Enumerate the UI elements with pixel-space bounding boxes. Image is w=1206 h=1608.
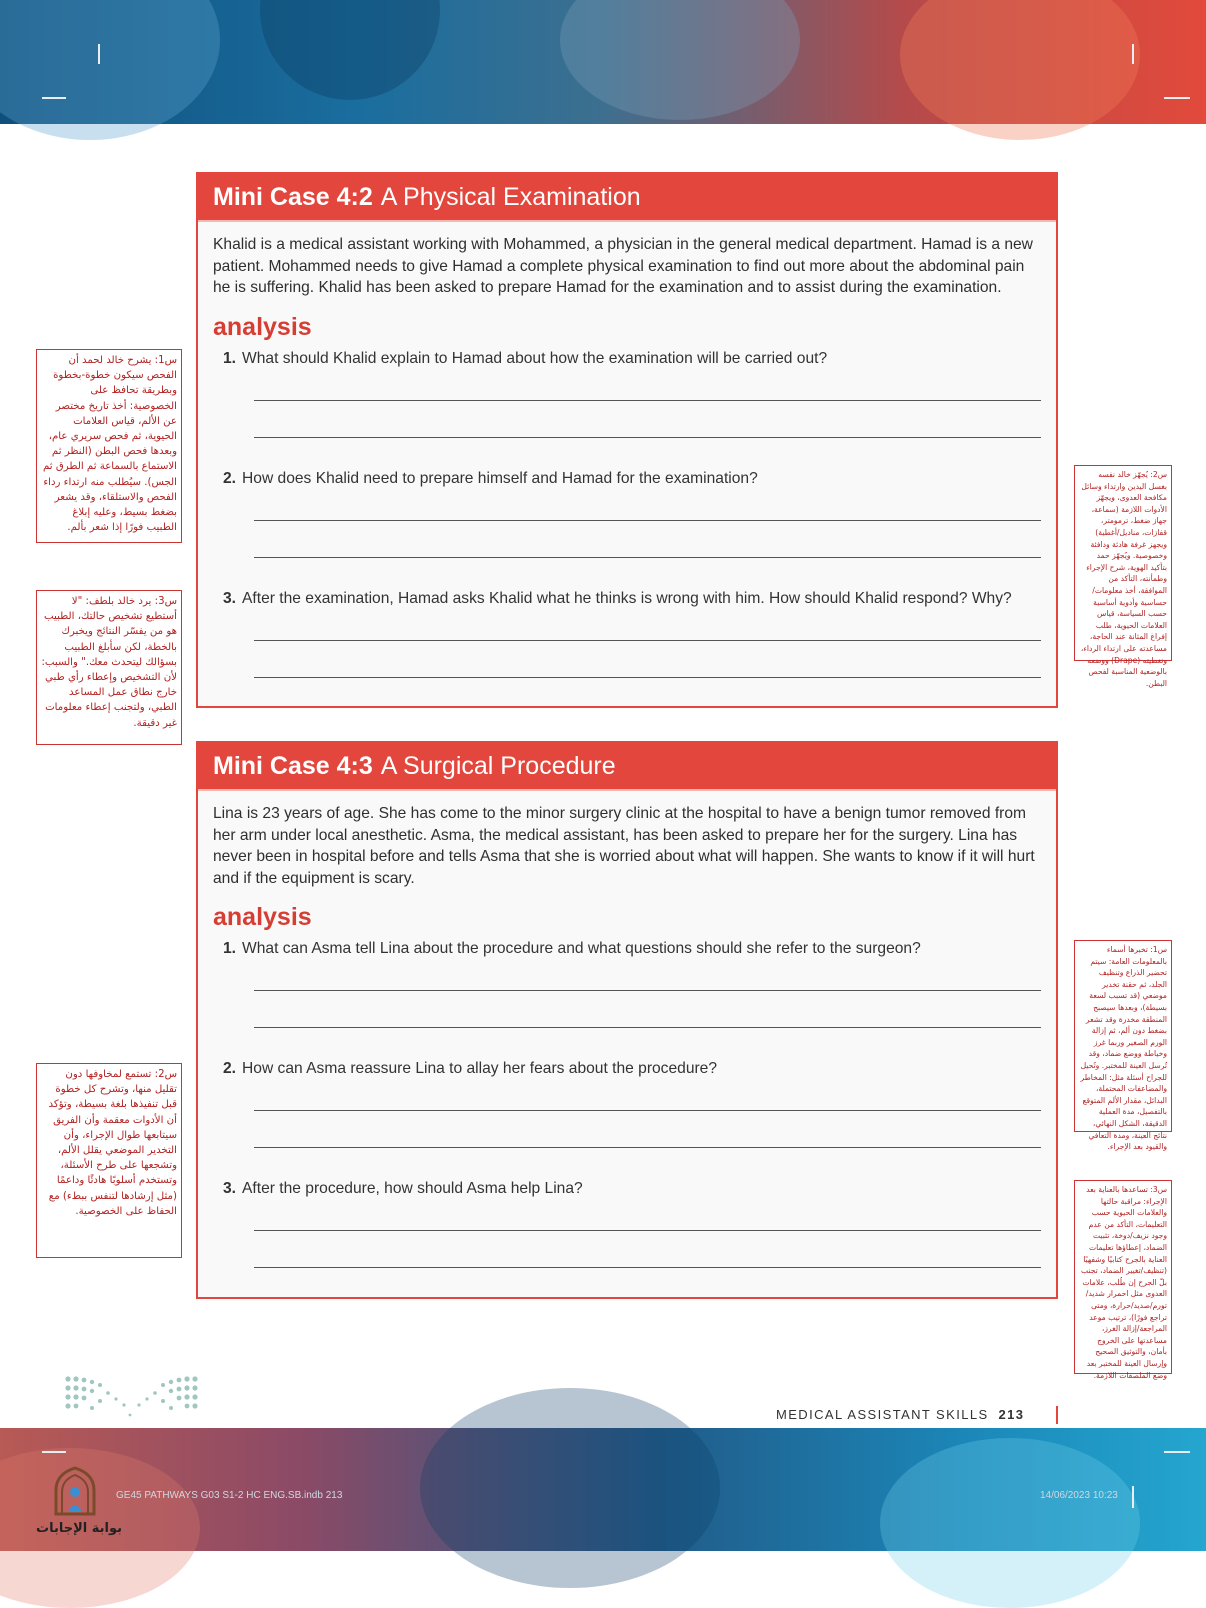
crop-mark: [1132, 44, 1134, 64]
question-1: [213, 940, 1041, 1028]
question-text: After the examination, Hamad asks Khalid what he thinks is wrong with him. How should Khalid respond? Why?: [242, 589, 1012, 607]
mini-case-surgical-procedure: [196, 741, 1058, 1299]
analysis-heading: analysis: [213, 312, 312, 341]
crop-mark: [1164, 97, 1190, 99]
question-text: How can Asma reassure Lina to allay her fears about the procedure?: [242, 1060, 718, 1078]
answers-portal-logo-text: بوابة الإجابات: [36, 1521, 122, 1536]
question-number: 3.: [223, 589, 237, 607]
answer-note-case2-q1: س1: يشرح خالد لحمد أن الفحص سيكون خطوة-بخطوة وبطريقة تحافظ على الخصوصية: أخذ تاريخ مختصر عن الألم، قياس العلامات الحيوية، ثم فحص سريري عام، وبعدها فحص البطن (النظر ثم الاستماع بالسماعة ثم الطرق ثم الجس). سيُطلب منه ارتداء رداء الفحص والاستلقاء، وقد يشعر بضغط بسيط، وعليه إبلاغ الطبيب فورًا إذا شعر بألم.: [36, 349, 182, 543]
answer-line[interactable]: [254, 1230, 1041, 1231]
case-title: A Surgical Procedure: [380, 751, 616, 780]
print-file-info: GE45 PATHWAYS G03 S1-2 HC ENG.SB.indb 213: [116, 1490, 343, 1501]
answer-line[interactable]: [254, 640, 1041, 641]
question-text: What should Khalid explain to Hamad about how the examination will be carried out?: [242, 349, 828, 367]
answer-line[interactable]: [254, 557, 1041, 558]
page-footer: [776, 1407, 1024, 1422]
case-header: [198, 174, 1056, 222]
answer-line[interactable]: [254, 1027, 1041, 1028]
case-intro: Khalid is a medical assistant working with Mohammed, a physician in the general medical department. Hamad is a new patient. Mohammed needs to give Hamad a complete physical examination to find out more about the abdominal pain he is suffering. Khalid has been asked to prepare Hamad for the examination and to assist during the examination.: [213, 236, 1033, 297]
print-date: 14/06/2023 10:23: [1040, 1490, 1118, 1501]
top-decorative-banner: [0, 0, 1206, 124]
case-title: A Physical Examination: [380, 182, 641, 211]
crop-mark: [42, 1451, 66, 1453]
answer-note-case2-q2: س2: يُجهّز خالد نفسه بغسل اليدين وارتداء وسائل مكافحة العدوى، ويجهّز الأدوات اللازمة (سماعة، جهاز ضغط، ترمومتر، قفازات، مناديل/أغطية) ويجهز غرفة هادئة ودافئة وخصوصية. ويُجهّز حمد بتأكيد الهوية، شرح الإجراء وطمأنته، التأكد من الموافقة، أخذ معلومات/حساسية وأدوية أساسية حسب السياسة، قياس العلامات الحيوية، طلب إفراغ المثانة عند الحاجة، مساعدته على ارتداء الرداء، وتغطيته (Drape) ووضعه بالوضعية المناسبة لفحص البطن.: [1074, 465, 1172, 661]
mini-case-physical-examination: [196, 172, 1058, 708]
question-2: [213, 1060, 1041, 1148]
question-text: How does Khalid need to prepare himself and Hamad for the examination?: [242, 469, 758, 487]
answer-note-case2-q3: س3: يرد خالد بلطف: "لا أستطيع تشخيص حالتك، الطبيب هو من يفسّر النتائج ويخبرك بالخطة، لكن سأبلغ الطبيب بسؤالك ليتحدث معك." والسبب: لأن التشخيص وإعطاء رأي طبي خارج نطاق عمل المساعد الطبي، ولتجنب إعطاء معلومات غير دقيقة.: [36, 590, 182, 745]
case-number: Mini Case 4:3: [213, 751, 373, 780]
answer-note-case3-q2: س2: تستمع لمخاوفها دون تقليل منها، وتشرح كل خطوة قبل تنفيذها بلغة بسيطة، وتؤكد أن الأدوات معقمة وأن الفريق سيتابعها طوال الإجراء، وأن التخدير الموضعي يقلل الألم، وتشجعها على طرح الأسئلة، وتستخدم أسلوبًا هادئًا وداعمًا (مثل إرشادها لتنفس ببطء) مع الحفاظ على الخصوصية.: [36, 1063, 182, 1258]
answer-line[interactable]: [254, 437, 1041, 438]
answer-line[interactable]: [254, 677, 1041, 678]
question-text: What can Asma tell Lina about the procedure and what questions should she refer to the surgeon?: [242, 940, 921, 958]
analysis-heading: analysis: [213, 903, 312, 932]
answer-line[interactable]: [254, 990, 1041, 991]
question-number: 1.: [223, 349, 237, 367]
crop-mark: [98, 44, 100, 64]
question-number: 2.: [223, 1060, 237, 1078]
question-text: After the procedure, how should Asma help Lina?: [242, 1180, 583, 1198]
ministry-dots-logo: [64, 1375, 199, 1419]
book-title: MEDICAL ASSISTANT SKILLS: [776, 1407, 989, 1422]
answer-note-case3-q3: س3: تساعدها بالعناية بعد الإجراء: مراقبة حالتها والعلامات الحيوية حسب التعليمات، التأكد من عدم وجود نزيف/دوخة، تثبيت الضماد، إعطاؤها تعليمات العناية بالجرح كتابيًا وشفهيًا (تنظيف/تغيير الضماد، تجنب بلّ الجرح إن طُلب، علامات العدوى مثل احمرار شديد/تورم/صديد/حرارة، ومتى تراجع فورًا)، ترتيب موعد المراجعة/إزالة الغرز، مساعدتها على الخروج بأمان، والتوثيق الصحيح وإرسال العينة للمختبر بعد وضع الملصقات اللازمة.: [1074, 1180, 1172, 1374]
question-1: [213, 350, 1041, 438]
page-number: 213: [998, 1407, 1025, 1422]
crop-mark: [42, 97, 66, 99]
answer-line[interactable]: [254, 1110, 1041, 1111]
case-header: [198, 743, 1056, 791]
case-number: Mini Case 4:2: [213, 182, 373, 211]
question-number: 1.: [223, 940, 237, 958]
question-3: [213, 1180, 1041, 1268]
crop-mark: [1164, 1451, 1190, 1453]
crop-mark: [1132, 1486, 1134, 1508]
answer-line[interactable]: [254, 400, 1041, 401]
answer-line[interactable]: [254, 1147, 1041, 1148]
footer-accent-bar: [1056, 1406, 1058, 1424]
answer-line[interactable]: [254, 1267, 1041, 1268]
question-number: 3.: [223, 1180, 237, 1198]
answer-note-case3-q1: س1: تخبرها أسماء بالمعلومات العامة: سيتم تحضير الذراع وتنظيف الجلد، ثم حقنة تخدير موضعي (قد تسبب لسعة بسيطة)، وبعدها سيصبح المنطقة مخدرة وقد تشعر بضغط دون ألم، ثم إزالة الورم الصغير وربما غرز وخياطة ووضع ضماد، وقد تُرسل العينة للمختبر. وتُحيل للجراح أسئلة مثل: المخاطر والمضاعفات المحتملة، البدائل، مقدار الألم المتوقع بالتفصيل، مدة العملية الدقيقة، الشكل النهائي، نتائج العينة، ومدة التعافي والقيود بعد الإجراء.: [1074, 940, 1172, 1132]
question-number: 2.: [223, 469, 237, 487]
case-intro: Lina is 23 years of age. She has come to the minor surgery clinic at the hospital to have a benign tumor removed from her arm under local anesthetic. Asma, the medical assistant, has been asked to prepare her for the surgery. Lina has never been in hospital before and tells Asma that she is worried about what will happen. She wants to know if it will hurt and if the equipment is scary.: [213, 805, 1035, 887]
answer-line[interactable]: [254, 520, 1041, 521]
question-2: [213, 470, 1041, 558]
question-3: [213, 590, 1041, 678]
